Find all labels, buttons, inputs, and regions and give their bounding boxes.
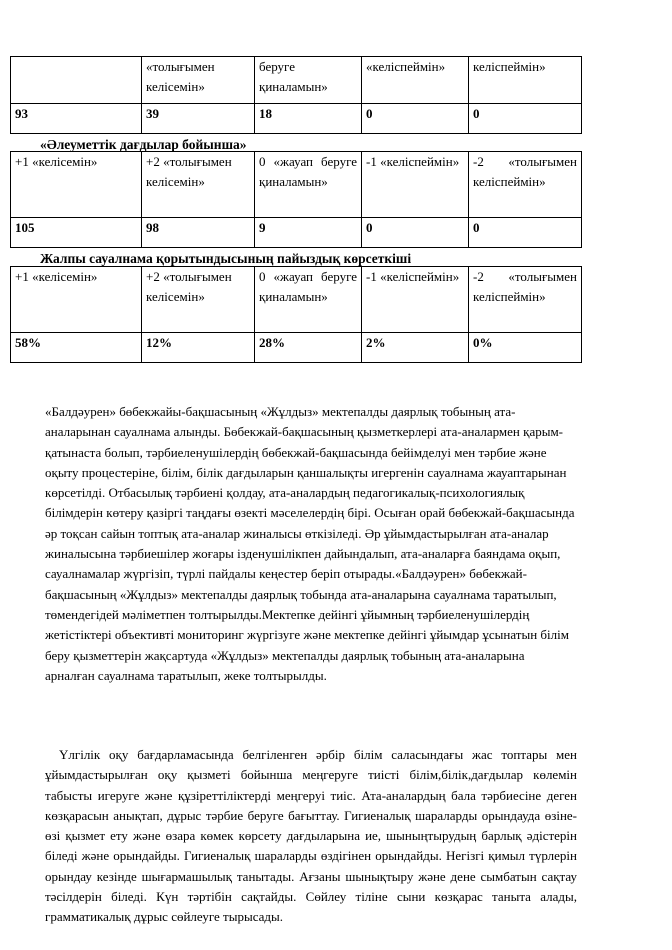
table-row (11, 333, 582, 363)
table-row (11, 152, 582, 218)
table-cell: 39 (142, 104, 255, 134)
table-cell: 0 «жауап беруге қиналамын» (255, 267, 362, 333)
table-cell: 0 (469, 218, 582, 248)
table-cell: беруге қиналамын» (255, 57, 362, 104)
survey-table-3 (10, 266, 582, 363)
survey-table-1 (10, 56, 582, 134)
table-cell: 9 (255, 218, 362, 248)
table-cell: 58% (11, 333, 142, 363)
table-cell: +2 «толығымен келісемін» (142, 152, 255, 218)
section-heading-percentages: Жалпы сауалнама қорытындысының пайыздық көрсеткіші (40, 251, 412, 266)
table-cell: 105 (11, 218, 142, 248)
table-cell: 0 (469, 104, 582, 134)
survey-table-2 (10, 151, 582, 248)
table-cell: 0 (362, 104, 469, 134)
table-cell: 98 (142, 218, 255, 248)
body-paragraph: Үлгілік оқу бағдарламасында белгіленген әрбір білім саласындағы жас топтары мен ұйымдастырылған оқу қызметі бойынша меңгеруге тиісті білім,білік,дағдылар көлемін табысты игеруге және құзіреттіліктерді меңгеруі тиіс. Ата-аналардың бала тәрбиесіне деген көзқарасын анықтап, дұрыс тәрбие беруге бағыттау. Гигиеналық шараларды орындауда өзіне-өзі қызмет ету және өзара көмек көрсету дағдыларына ие, шыныңтырудың барлық әдістерін біледі және орындайды. Гигиеналық шараларды өздігінен орындайды. Негізгі қимыл түрлерін орындау кезінде шығармашылық танытады. Ағзаны шынықтыру және дене сымбатын сақтау тәсілдерін біледі. Күн тәртібін сақтайды. Сөйлеу тіліне сыни көзқарас таныта алады, грамматикалық дұрыс сөйлеуге тырысады. (45, 747, 577, 925)
table-cell: «келіспеймін» (362, 57, 469, 104)
table-cell: 18 (255, 104, 362, 134)
table-cell: -2 «толығымен келіспеймін» (469, 152, 582, 218)
table-cell: +1 «келісемін» (11, 267, 142, 333)
table-row (11, 57, 582, 104)
table-cell (11, 57, 142, 104)
table-cell: 12% (142, 333, 255, 363)
table-cell: -1 «келіспеймін» (362, 267, 469, 333)
table-cell: +2 «толығымен келісемін» (142, 267, 255, 333)
table-cell: +1 «келісемін» (11, 152, 142, 218)
table-cell: 0% (469, 333, 582, 363)
table-cell: 93 (11, 104, 142, 134)
table-row (11, 104, 582, 134)
table-row (11, 267, 582, 333)
table-cell: -1 «келіспеймін» (362, 152, 469, 218)
table-cell: 2% (362, 333, 469, 363)
table-row (11, 218, 582, 248)
table-cell: -2 «толығымен келіспеймін» (469, 267, 582, 333)
body-paragraph: «Балдәурен» бөбекжайы-бақшасының «Жұлдыз» мектепалды даярлық тобының ата-аналарынан сауалнама алынды. Бөбекжай-бақшасының қызметкерлері ата-аналармен қарым-қатынаста болып, тәрбиеленушілердің бөбекжай-бақшасында бейімделуі мен тәрбие және оқыту процестеріне, білім, білік дағдыларын қаншалықты игергенін сауалнама жауаптарынан көрсетілді. Отбасылық тәрбиені қолдау, ата-аналардың педагогикалық-психологиялық білімдерін көтеру қазіргі таңдағы өзекті мәселелердің бірі. Осыған орай бөбекжай-бақшасында әр тоқсан сайын топтық ата-аналар жиналысы өткізіледі. Әр ұйымдастырылған ата-аналар жиналысына тәрбиешілер жоғары ізденушілікпен дайындалып, ата-аналарға баяндама оқып, сауалнамалар жүргізіп, түрлі пайдалы кеңестер беріп отырады.«Балдәурен» бөбекжай-бақшасының «Жұлдыз» мектепалды даярлық тобында ата-аналарына сауалнама таратылып, төмендегідей мәліметпен толтырылды.Мектепке дейінгі ұйымның тәрбиеленушілердің жетістіктері объективті мониторинг жүргізуге және мектепке дейінгі ұйымдар ұсынатын білім беру қызметтерін жақсартуда «Жұлдыз» мектепалды даярлық тобының ата-аналарына арналған сауалнама таратылып, жеке толтырылды. (45, 404, 575, 683)
table-cell: 0 «жауап беруге қиналамын» (255, 152, 362, 218)
table-cell: 0 (362, 218, 469, 248)
table-cell: «толығымен келісемін» (142, 57, 255, 104)
table-cell: келіспеймін» (469, 57, 582, 104)
section-heading-social-skills: «Әлеуметтік дағдылар бойынша» (40, 137, 247, 152)
table-cell: 28% (255, 333, 362, 363)
